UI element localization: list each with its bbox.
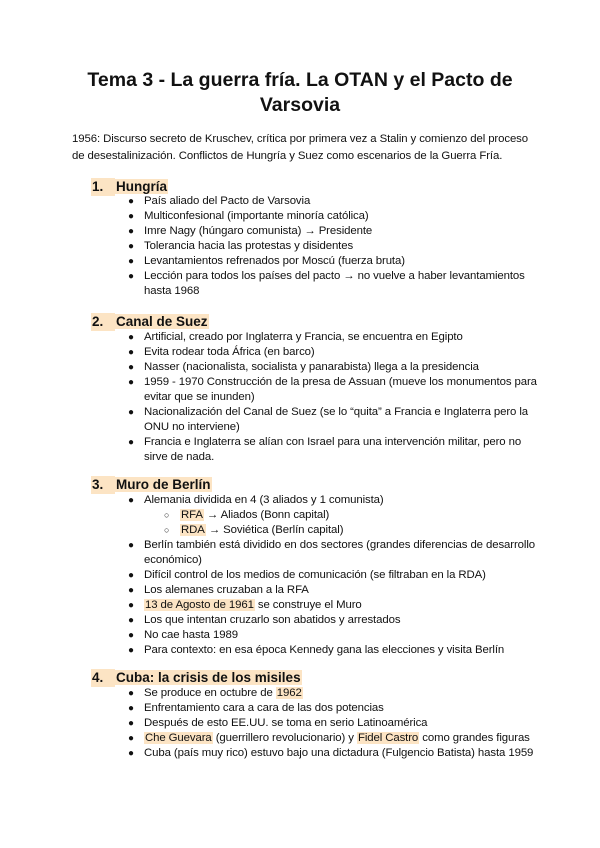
section-title: Muro de Berlín (116, 477, 211, 492)
list-item: ● Lección para todos los países del pacto → no vuelve a haber levantamientos hasta 1968 (128, 270, 525, 297)
list-item: ● Berlín también está dividido en dos sectores (grandes diferencias de desarrollo económico) (128, 539, 535, 566)
list-item: ● No cae hasta 1989 (128, 629, 238, 641)
section-list-canal-de-suez (0, 330, 600, 465)
list-item: ● Tolerancia hacia las protestas y disidentes (128, 240, 354, 252)
list-item: ● Los que intentan cruzarlo son abatidos y arrestados (128, 614, 401, 626)
section-heading-cuba (91, 669, 302, 687)
list-item: ● 13 de Agosto de 1961 se construye el Muro (128, 599, 362, 611)
list-item: ● Alemania dividida en 4 (3 aliados y 1 comunista) (128, 494, 384, 506)
section-list-hungria (0, 194, 600, 299)
section-number: 2. (91, 313, 115, 331)
page-title: Tema 3 - La guerra fría. La OTAN y el Pacto de Varsovia (87, 69, 513, 116)
list-item: ● Cuba (país muy rico) estuvo bajo una dictadura (Fulgencio Batista) hasta 1959 (128, 747, 534, 759)
section-title: Canal de Suez (116, 314, 208, 329)
list-item: ● Francia e Inglaterra se alían con Israel para una intervención militar, pero no sirve de nada. (128, 436, 522, 463)
list-item: ● 1959 - 1970 Construcción de la presa de Assuan (mueve los monumentos para evitar que se inunden) (128, 376, 537, 403)
section-heading-canal-de-suez (91, 313, 209, 331)
list-item: ● Imre Nagy (húngaro comunista) → Presidente (128, 225, 373, 237)
section-list-muro-de-berlin (0, 493, 600, 658)
sub-list-item: ○ RDA → Soviética (Berlín capital) (164, 524, 344, 536)
list-item: ● Levantamientos refrenados por Moscú (fuerza bruta) (128, 255, 405, 267)
list-item: ● Nasser (nacionalista, socialista y panarabista) llega a la presidencia (128, 361, 479, 373)
section-heading-muro-de-berlin (91, 476, 212, 494)
list-item: ● Multiconfesional (importante minoría católica) (128, 210, 369, 222)
list-item: ● Che Guevara (guerrillero revolucionario) y Fidel Castro como grandes figuras (128, 732, 530, 744)
list-item: ● Difícil control de los medios de comunicación (se filtraban en la RDA) (128, 569, 486, 581)
list-item: ● Enfrentamiento cara a cara de las dos potencias (128, 702, 384, 714)
list-item: ● Se produce en octubre de 1962 (128, 687, 302, 699)
list-item: ● Evita rodear toda África (en barco) (128, 346, 315, 358)
list-item: ● Para contexto: en esa época Kennedy gana las elecciones y visita Berlín (128, 644, 505, 656)
list-item: ● Después de esto EE.UU. se toma en serio Latinoamérica (128, 717, 428, 729)
section-title: Hungría (116, 179, 168, 194)
list-item: ● Los alemanes cruzaban a la RFA (128, 584, 309, 596)
list-item: ● Nacionalización del Canal de Suez (se lo “quita” a Francia e Inglaterra pero la ONU no interviene) (128, 406, 529, 433)
intro-paragraph: 1956: Discurso secreto de Kruschev, crítica por primera vez a Stalin y comienzo del proceso de desestalinización. Conflictos de Hungría y Suez como escenarios de la Guerra Fría. (72, 133, 529, 162)
section-number: 1. (91, 178, 115, 196)
list-item: ● Artificial, creado por Inglaterra y Francia, se encuentra en Egipto (128, 331, 463, 343)
sub-list-item: ○ RFA → Aliados (Bonn capital) (164, 509, 330, 521)
section-list-cuba (0, 686, 600, 761)
section-number: 3. (91, 476, 115, 494)
section-number: 4. (91, 669, 115, 687)
list-item: ● País aliado del Pacto de Varsovia (128, 195, 311, 207)
section-title: Cuba: la crisis de los misiles (116, 670, 301, 685)
